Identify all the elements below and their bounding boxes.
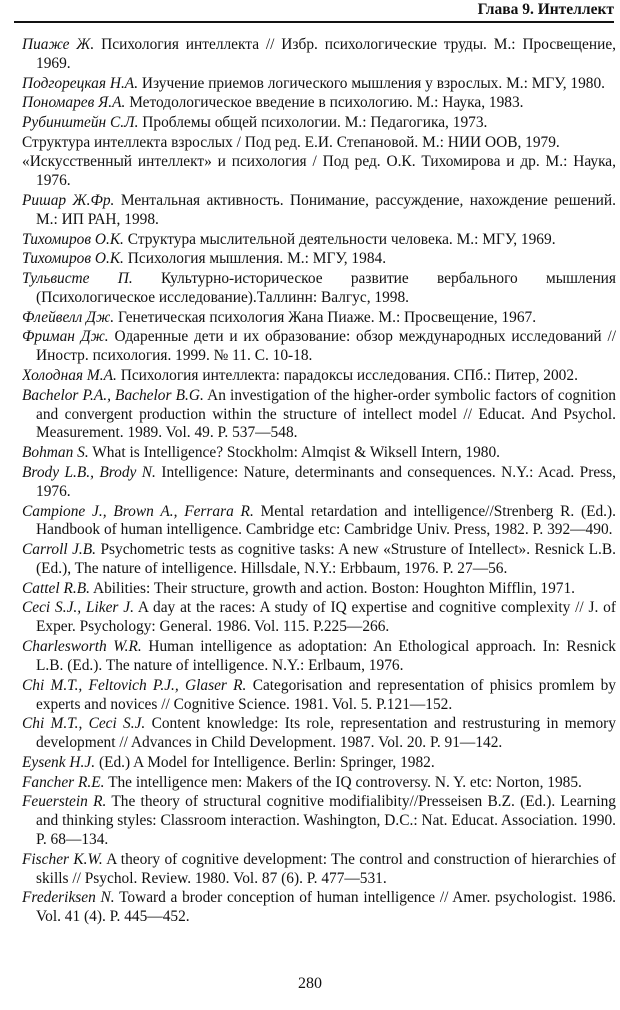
reference-entry [22,134,616,153]
reference-entry [22,444,616,463]
reference-text: A day at the races: A study of IQ expertise and cognitive complexity // J. of Exper. Psychology: General. 1986. Vol. 115. P.225—266. [36,599,616,636]
reference-text: An investigation of the higher-order symbolic factors of cognition and convergent production within the structure of intellect model // Educat. And Psychol. Measurement. 1989. Vol. 49. P. 537—548. [36,386,616,442]
reference-entry [22,231,616,250]
reference-entry [22,851,616,889]
reference-entry [22,793,616,850]
reference-author: Cattel R.B. [22,579,90,597]
reference-text: Psychometric tests as cognitive tasks: A new «Strusture of Intellect». Resnick L.B. (Ed.), The nature of intelligence. Hillsdale, N.Y.: Erbbaum, 1976. P. 27—56. [36,541,616,578]
bibliography-list [22,36,616,956]
reference-text: Abilities: Their structure, growth and action. Boston: Houghton Mifflin, 1971. [92,579,576,597]
reference-author: Brody L.B., Brody N. [22,463,156,481]
reference-entry [22,754,616,773]
reference-text: Структура интеллекта взрослых / Под ред. Е.И. Степановой. М.: НИИ ООВ, 1979. [22,133,560,151]
reference-text: Human intelligence as adoptation: An Ethological approach. In: Resnick L.B. (Ed.). The nature of intelligence. N.Y.: Erlbaum, 1976. [36,638,616,674]
chapter-header: Глава 9. Интеллект [477,1,614,18]
reference-text: Intelligence: Nature, determinants and consequences. N.Y.: Acad. Press, 1976. [36,463,616,500]
reference-author: Тихомиров О.К. [22,250,124,268]
reference-entry [22,580,616,599]
reference-text: Content knowledge: Its role, representation and restrusturing in memory development // Advances in Child Development. 1987. Vol. 20. P. 91—142. [36,715,616,752]
reference-text: What is Intelligence? Stockholm: Almqist & Wiksell Intern, 1980. [92,444,501,462]
reference-text: Психология интеллекта // Избр. психологические труды. М.: Просвещение, 1969. [36,36,616,72]
reference-entry [22,889,616,927]
reference-text: Изучение приемов логического мышления у взрослых. М.: МГУ, 1980. [141,74,606,92]
reference-author: Подгорецкая Н.А. [22,74,139,92]
reference-author: Fischer K.W. [22,850,103,868]
reference-author: Eysenk H.J. [22,753,96,771]
reference-entry [22,270,616,308]
reference-text: Психология интеллекта: парадоксы исследования. СПб.: Питер, 2002. [120,366,578,384]
reference-entry [22,774,616,793]
reference-author: Пиаже Ж. [22,36,95,53]
reference-entry [22,309,616,328]
reference-text: Структура мыслительной деятельности человека. М.: МГУ, 1969. [127,230,556,248]
reference-author: Chi M.T., Ceci S.J. [22,715,146,733]
reference-text: Одаренные дети и их образование: обзор международных исследований // Иностр. психология. 1999. № 11. С. 10-18. [36,328,616,365]
reference-text: Mental retardation and intelligence//Strenberg R. (Ed.). Handbook of human intelligence. Cambridge etc: Cambridge Univ. Press, 1982. P. 392—490. [36,502,616,539]
reference-entry [22,153,616,191]
reference-entry [22,192,616,230]
reference-author: Frederiksen N. [22,889,115,907]
reference-author: Пономарев Я.А. [22,94,126,112]
reference-author: Ришар Ж.Фр. [22,192,115,210]
reference-entry [22,541,616,579]
reference-author: Carroll J.B. [22,541,97,559]
reference-author: Фриман Дж. [22,328,109,346]
reference-entry [22,599,616,637]
reference-entry [22,250,616,269]
reference-entry [22,114,616,133]
reference-author: Bachelor P.A., Bachelor B.G. [22,386,204,404]
reference-text: Генетическая психология Жана Пиаже. М.: Просвещение, 1967. [117,308,537,326]
reference-text: Проблемы общей психологии. М.: Педагогика, 1973. [142,114,488,132]
reference-text: The intelligence men: Makers of the IQ controversy. N. Y. etc: Norton, 1985. [108,773,582,791]
reference-author: Charlesworth W.R. [22,638,142,656]
reference-author: Флейвелл Дж. [22,308,115,326]
reference-text: «Искусственный интеллект» и психология / Под ред. О.К. Тихомирова и др. М.: Наука, 1976. [22,153,616,190]
reference-text: Ментальная активность. Понимание, рассуждение, нахождение решений. М.: ИП РАН, 1998. [36,192,616,228]
reference-entry [22,715,616,753]
reference-entry [22,638,616,676]
reference-entry [22,677,616,715]
reference-text: A theory of cognitive development: The control and construction of hierarchies of skills // Psychol. Review. 1980. Vol. 87 (6). P. 477—531. [36,850,616,887]
reference-author: Тихомиров О.К. [22,230,124,248]
reference-author: Campione J., Brown A., Ferrara R. [22,502,254,520]
reference-entry [22,328,616,366]
reference-text: Психология мышления. М.: МГУ, 1984. [127,250,387,268]
reference-entry [22,464,616,502]
reference-author: Тульвисте П. [22,270,133,288]
reference-entry [22,94,616,113]
reference-author: Feuerstein R. [22,793,107,811]
reference-author: Ceci S.J., Liker J. [22,599,134,617]
reference-author: Fancher R.E. [22,773,105,791]
reference-text: Методологическое введение в психологию. М.: Наука, 1983. [129,94,524,112]
reference-text: Categorisation and representation of phisics promlem by experts and novices // Cognitive Science. 1981. Vol. 5. P.121—152. [36,676,616,713]
reference-text: The theory of structural cognitive modifialibity//Presseisen B.Z. (Ed.). Learning and thinking styles: Classroom interaction. Washington, D.C.: Nat. Educat. Association. 1990. P. 68—134. [36,793,616,849]
reference-text: Культурно-историческое развитие вербального мышления (Психологическое исследование).Таллинн: Валгус, 1998. [36,270,616,306]
reference-text: Toward a broder conception of human intelligence // Amer. psychologist. 1986. Vol. 41 (4). P. 445—452. [36,889,616,926]
reference-author: Bohman S. [22,444,89,462]
reference-entry [22,503,616,541]
reference-entry [22,75,616,94]
reference-entry [22,36,616,74]
header-rule [14,21,614,23]
reference-author: Холодная М.А. [22,366,117,384]
reference-author: Chi M.T., Feltovich P.J., Glaser R. [22,676,247,694]
reference-author: Рубинштейн С.Л. [22,114,139,132]
reference-entry [22,367,616,386]
page-number: 280 [298,975,322,992]
reference-text: (Ed.) A Model for Intelligence. Berlin: Springer, 1982. [98,753,435,771]
reference-entry [22,387,616,444]
